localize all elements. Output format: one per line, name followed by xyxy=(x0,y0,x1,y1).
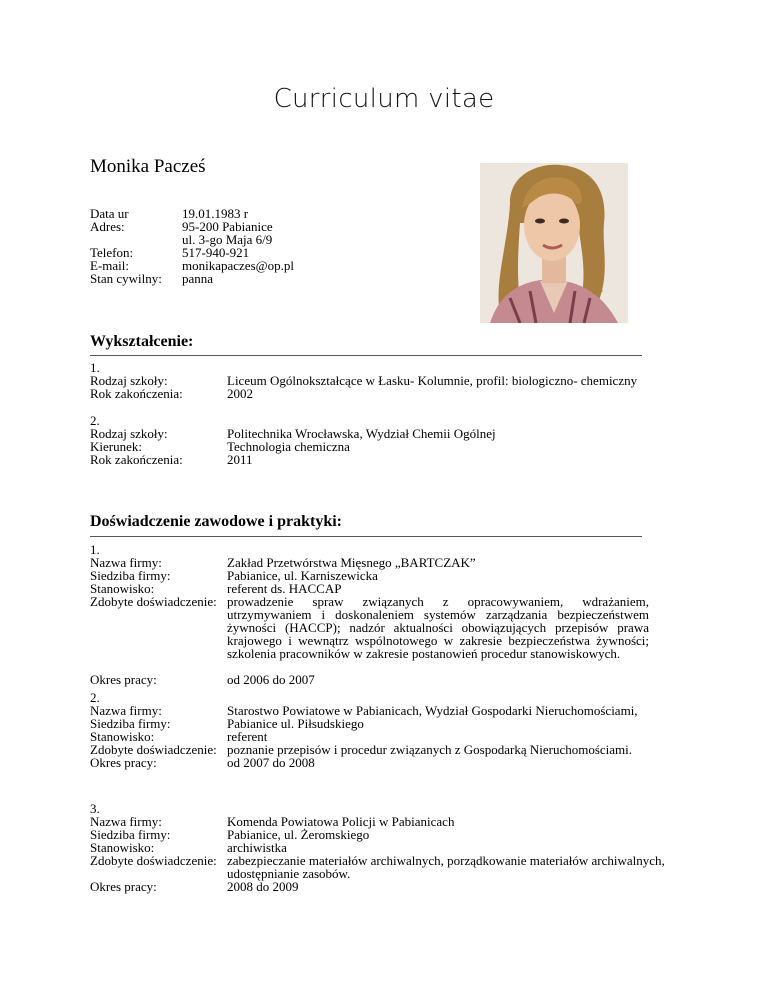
entry-number: 1. xyxy=(90,360,100,375)
experience-row xyxy=(90,828,650,841)
field-label: Nazwa firmy: xyxy=(90,814,162,829)
education-divider xyxy=(90,355,642,356)
experience-heading: Doświadczenie zawodowe i praktyki: xyxy=(90,513,342,530)
field-value: Technologia chemiczna xyxy=(227,439,350,454)
field-label: Nazwa firmy: xyxy=(90,555,162,570)
personal-label: Adres: xyxy=(90,219,125,234)
field-value: 2002 xyxy=(227,386,253,401)
education-row xyxy=(90,387,650,400)
field-value: Liceum Ogólnokształcące w Łasku- Kolumnie, profil: biologiczno- chemiczny xyxy=(227,373,638,388)
experience-divider xyxy=(90,536,642,537)
education-row xyxy=(90,427,650,440)
company-seat: Pabianice, ul. Żeromskiego xyxy=(227,827,370,842)
company-seat: Pabianice, ul. Karniszewicka xyxy=(227,568,378,583)
field-label: Siedziba firmy: xyxy=(90,716,171,731)
education-heading: Wykształcenie: xyxy=(90,333,194,350)
field-label: Rodzaj szkoły: xyxy=(90,426,168,441)
field-label: Stanowisko: xyxy=(90,840,155,855)
field-label: Zdobyte doświadczenie: xyxy=(90,594,217,609)
field-label: Siedziba firmy: xyxy=(90,827,171,842)
experience-row xyxy=(90,717,650,730)
experience-row xyxy=(90,756,650,769)
personal-value: panna xyxy=(182,271,214,286)
field-label: Stanowisko: xyxy=(90,729,155,744)
personal-value: 19.01.1983 r xyxy=(182,206,249,221)
personal-value: 517-940-921 xyxy=(182,245,250,260)
experience-row xyxy=(90,815,650,828)
education-entry-1 xyxy=(90,361,650,400)
personal-label: Stan cywilny: xyxy=(90,271,162,286)
education-row xyxy=(90,453,650,466)
field-label: Okres pracy: xyxy=(90,879,157,894)
entry-number: 2. xyxy=(90,690,100,705)
experience-value: poznanie przepisów i procedur związanych z Gospodarką Nieruchomościami. xyxy=(227,742,633,757)
personal-label: Telefon: xyxy=(90,245,134,260)
period-value: od 2006 do 2007 xyxy=(227,672,315,687)
field-label: Rok zakończenia: xyxy=(90,452,183,467)
field-label: Okres pracy: xyxy=(90,755,157,770)
company-seat: Pabianice ul. Piłsudskiego xyxy=(227,716,364,731)
field-value: 2011 xyxy=(227,452,253,467)
personal-value: monikapaczes@op.pl xyxy=(182,258,294,273)
position-value: archiwistka xyxy=(227,840,287,855)
field-label: Rok zakończenia: xyxy=(90,386,183,401)
experience-row xyxy=(90,743,650,756)
period-value: 2008 do 2009 xyxy=(227,879,299,894)
personal-value: 95-200 Pabianice xyxy=(182,219,273,234)
field-label: Kierunek: xyxy=(90,439,142,454)
experience-value: zabezpieczanie materiałów archiwalnych, porządkowanie materiałów archiwalnych, udostępnianie zasobów. xyxy=(227,853,665,881)
field-label: Siedziba firmy: xyxy=(90,568,171,583)
personal-label: E-mail: xyxy=(90,258,129,273)
document-title: Curriculum vitae xyxy=(273,84,495,114)
personal-label: Data ur xyxy=(90,206,129,221)
personal-value: ul. 3-go Maja 6/9 xyxy=(182,232,273,247)
entry-number: 3. xyxy=(90,801,100,816)
company-name: Zakład Przetwórstwa Mięsnego „BARTCZAK” xyxy=(227,555,476,570)
education-entry-2 xyxy=(90,414,650,466)
field-label: Nazwa firmy: xyxy=(90,703,162,718)
experience-row xyxy=(90,673,650,686)
experience-row xyxy=(90,569,650,582)
field-label: Rodzaj szkoły: xyxy=(90,373,168,388)
company-name: Starostwo Powiatowe w Pabianicach, Wydział Gospodarki Nieruchomościami, xyxy=(227,703,638,718)
field-label: Okres pracy: xyxy=(90,672,157,687)
experience-value: prowadzenie spraw związanych z opracowywaniem, wdrażaniem, utrzymywaniem i doskonaleniem systemów zarządzania bezpieczeństwem żywności (HACCP); nadzór aktualności obowiązujących przepisów prawa krajowego i wewnątrz wspólnotowego w zakresie bezpieczeństwa żywności; szkolenia pracowników w zakresie postanowień procedur stanowiskowych. xyxy=(227,594,649,661)
experience-row xyxy=(90,704,650,717)
position-value: referent ds. HACCAP xyxy=(227,581,342,596)
period-value: od 2007 do 2008 xyxy=(227,755,315,770)
experience-row xyxy=(90,595,650,673)
field-label: Zdobyte doświadczenie: xyxy=(90,742,217,757)
experience-entry-2 xyxy=(90,691,650,769)
experience-row xyxy=(90,880,650,893)
field-label: Stanowisko: xyxy=(90,581,155,596)
field-value: Politechnika Wrocławska, Wydział Chemii Ogólnej xyxy=(227,426,496,441)
experience-entry-1 xyxy=(90,543,650,686)
company-name: Komenda Powiatowa Policji w Pabianicach xyxy=(227,814,455,829)
experience-entry-3 xyxy=(90,801,665,894)
field-label: Zdobyte doświadczenie: xyxy=(90,853,217,868)
position-value: referent xyxy=(227,729,268,744)
person-name: Monika Pacześ xyxy=(90,156,206,177)
entry-number: 2. xyxy=(90,413,100,428)
experience-row xyxy=(90,853,665,881)
entry-number: 1. xyxy=(90,542,100,557)
profile-photo xyxy=(480,163,628,323)
